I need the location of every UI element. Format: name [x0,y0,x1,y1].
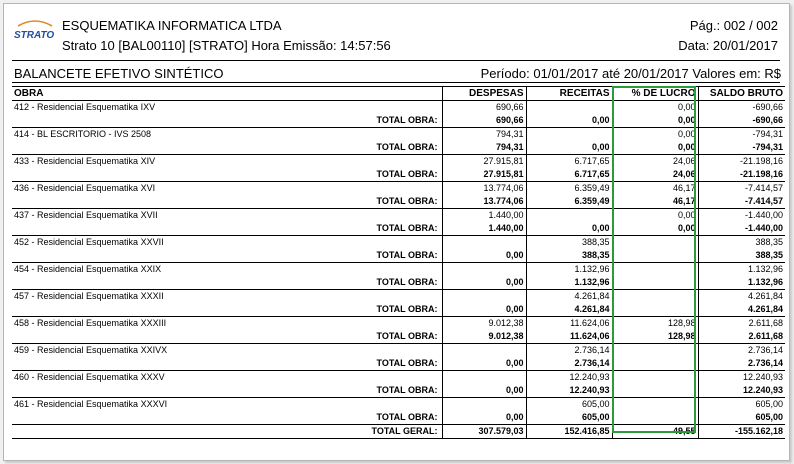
obra-name: 436 - Residencial Esquematika XVI [14,183,156,193]
total-despesas-cell: 0,00 [442,384,526,398]
divider [12,60,780,61]
receitas-cell: 6.717,65 [526,155,612,169]
lucro-cell: 128,98 [612,317,698,331]
table-row [12,128,785,142]
lucro-cell [612,371,698,385]
lucro-cell [612,398,698,412]
lucro-cell [612,290,698,304]
total-saldo-cell: 12.240,93 [698,384,785,398]
total-lucro-cell: 0,00 [612,222,698,236]
grand-total-despesas: 307.579,03 [442,425,526,439]
obra-name: 457 - Residencial Esquematika XXXII [14,291,164,301]
total-saldo-cell: 388,35 [698,249,785,263]
despesas-cell [442,263,526,277]
obra-name: 460 - Residencial Esquematika XXXV [14,372,165,382]
total-receitas-cell: 11.624,06 [526,330,612,344]
table-row [12,209,785,223]
despesas-cell [442,398,526,412]
total-receitas-cell: 0,00 [526,141,612,155]
obra-total-row [12,141,785,155]
total-saldo-cell: -1.440,00 [698,222,785,236]
receitas-cell: 2.736,14 [526,344,612,358]
total-despesas-cell: 0,00 [442,303,526,317]
obra-name: 414 - BL ESCRITORIO - IVS 2508 [14,129,152,139]
total-despesas-cell: 794,31 [442,141,526,155]
table-row [12,236,785,250]
obra-total-row [12,384,785,398]
total-obra-label: TOTAL OBRA: [12,303,442,317]
total-despesas-cell: 690,66 [442,114,526,128]
svg-text:STRATO: STRATO [14,30,55,41]
report-date: Data: 20/01/2017 [678,38,778,53]
obra-total-row [12,330,785,344]
saldo-cell: 4.261,84 [698,290,785,304]
total-receitas-cell: 0,00 [526,114,612,128]
table-row [12,317,785,331]
obra-total-row [12,114,785,128]
total-receitas-cell: 605,00 [526,411,612,425]
total-receitas-cell: 388,35 [526,249,612,263]
total-lucro-cell [612,249,698,263]
total-receitas-cell: 0,00 [526,222,612,236]
total-obra-label: TOTAL OBRA: [12,168,442,182]
grand-total-saldo: -155.162,18 [698,425,785,439]
total-obra-label: TOTAL OBRA: [12,276,442,290]
despesas-cell [442,290,526,304]
table-row [12,371,785,385]
total-obra-label: TOTAL OBRA: [12,330,442,344]
total-despesas-cell: 0,00 [442,276,526,290]
despesas-cell: 1.440,00 [442,209,526,223]
table-body [12,101,785,425]
total-obra-label: TOTAL OBRA: [12,114,442,128]
total-lucro-cell [612,411,698,425]
total-receitas-cell: 2.736,14 [526,357,612,371]
lucro-cell: 0,00 [612,128,698,142]
saldo-cell: -690,66 [698,101,785,115]
total-receitas-cell: 6.359,49 [526,195,612,209]
total-receitas-cell: 4.261,84 [526,303,612,317]
total-despesas-cell: 0,00 [442,249,526,263]
total-obra-label: TOTAL OBRA: [12,384,442,398]
lucro-cell: 0,00 [612,101,698,115]
receitas-cell: 388,35 [526,236,612,250]
saldo-cell: 388,35 [698,236,785,250]
despesas-cell [442,371,526,385]
saldo-cell: 1.132,96 [698,263,785,277]
page-number: Pág.: 002 / 002 [689,18,778,33]
table-row [12,155,785,169]
obra-name: 459 - Residencial Esquematika XXIVX [14,345,168,355]
total-lucro-cell: 0,00 [612,141,698,155]
total-lucro-cell: 46,17 [612,195,698,209]
obra-name: 433 - Residencial Esquematika XIV [14,156,156,166]
total-obra-label: TOTAL OBRA: [12,249,442,263]
total-saldo-cell: 2.611,68 [698,330,785,344]
total-obra-label: TOTAL OBRA: [12,195,442,209]
grand-total-label: TOTAL GERAL: [12,425,442,439]
obra-name: 454 - Residencial Esquematika XXIX [14,264,162,274]
report-title: BALANCETE EFETIVO SINTÉTICO [14,66,224,81]
col-saldo: SALDO BRUTO [698,87,785,101]
total-lucro-cell: 0,00 [612,114,698,128]
col-receitas: RECEITAS [526,87,612,101]
total-saldo-cell: -7.414,57 [698,195,785,209]
despesas-cell: 690,66 [442,101,526,115]
obra-name: 461 - Residencial Esquematika XXXVI [14,399,168,409]
lucro-cell [612,236,698,250]
report-header [12,13,780,57]
table-header-row [12,87,785,101]
receitas-cell [526,209,612,223]
saldo-cell: 605,00 [698,398,785,412]
despesas-cell [442,344,526,358]
grand-total-receitas: 152.416,85 [526,425,612,439]
lucro-cell: 46,17 [612,182,698,196]
table-row [12,263,785,277]
receitas-cell: 4.261,84 [526,290,612,304]
total-obra-label: TOTAL OBRA: [12,141,442,155]
total-lucro-cell [612,276,698,290]
total-despesas-cell: 13.774,06 [442,195,526,209]
total-obra-label: TOTAL OBRA: [12,411,442,425]
saldo-cell: -1.440,00 [698,209,785,223]
grand-total-row [12,425,785,439]
receitas-cell [526,101,612,115]
despesas-cell: 794,31 [442,128,526,142]
total-saldo-cell: 4.261,84 [698,303,785,317]
receitas-cell [526,128,612,142]
lucro-cell: 24,06 [612,155,698,169]
saldo-cell: -794,31 [698,128,785,142]
obra-name: 437 - Residencial Esquematika XVII [14,210,158,220]
total-despesas-cell: 9.012,38 [442,330,526,344]
total-saldo-cell: 605,00 [698,411,785,425]
system-info: Strato 10 [BAL00110] [STRATO] Hora Emissão: 14:57:56 [62,38,391,53]
total-obra-label: TOTAL OBRA: [12,222,442,236]
strato-logo [12,19,58,45]
col-obra: OBRA [12,87,442,101]
table-row [12,344,785,358]
company-name: ESQUEMATIKA INFORMATICA LTDA [62,18,282,33]
total-saldo-cell: -690,66 [698,114,785,128]
total-saldo-cell: 2.736,14 [698,357,785,371]
total-lucro-cell [612,384,698,398]
report-period: Período: 01/01/2017 até 20/01/2017 Valores em: R$ [480,66,781,81]
despesas-cell: 27.915,81 [442,155,526,169]
total-lucro-cell [612,357,698,371]
obra-total-row [12,411,785,425]
total-saldo-cell: -21.198,16 [698,168,785,182]
obra-total-row [12,168,785,182]
total-despesas-cell: 0,00 [442,357,526,371]
saldo-cell: 2.736,14 [698,344,785,358]
receitas-cell: 6.359,49 [526,182,612,196]
total-saldo-cell: -794,31 [698,141,785,155]
report-page [3,3,790,461]
obra-total-row [12,249,785,263]
total-lucro-cell: 128,98 [612,330,698,344]
balance-table [12,86,785,439]
obra-name: 452 - Residencial Esquematika XXVII [14,237,164,247]
table-row [12,101,785,115]
saldo-cell: -7.414,57 [698,182,785,196]
obra-total-row [12,357,785,371]
saldo-cell: 2.611,68 [698,317,785,331]
total-despesas-cell: 0,00 [442,411,526,425]
receitas-cell: 11.624,06 [526,317,612,331]
lucro-cell [612,263,698,277]
obra-total-row [12,222,785,236]
grand-total-lucro: 49,55 [612,425,698,439]
total-saldo-cell: 1.132,96 [698,276,785,290]
obra-name: 458 - Residencial Esquematika XXXIII [14,318,167,328]
lucro-cell [612,344,698,358]
saldo-cell: -21.198,16 [698,155,785,169]
receitas-cell: 1.132,96 [526,263,612,277]
receitas-cell: 605,00 [526,398,612,412]
table-row [12,398,785,412]
saldo-cell: 12.240,93 [698,371,785,385]
table-row [12,182,785,196]
total-lucro-cell [612,303,698,317]
table-row [12,290,785,304]
total-obra-label: TOTAL OBRA: [12,357,442,371]
lucro-cell: 0,00 [612,209,698,223]
receitas-cell: 12.240,93 [526,371,612,385]
col-despesas: DESPESAS [442,87,526,101]
despesas-cell [442,236,526,250]
obra-name: 412 - Residencial Esquematika IXV [14,102,156,112]
total-lucro-cell: 24,06 [612,168,698,182]
obra-total-row [12,276,785,290]
col-lucro: % DE LUCRO [612,87,698,101]
divider [12,82,780,83]
obra-total-row [12,195,785,209]
total-receitas-cell: 6.717,65 [526,168,612,182]
total-receitas-cell: 1.132,96 [526,276,612,290]
despesas-cell: 13.774,06 [442,182,526,196]
total-despesas-cell: 27.915,81 [442,168,526,182]
total-receitas-cell: 12.240,93 [526,384,612,398]
total-despesas-cell: 1.440,00 [442,222,526,236]
despesas-cell: 9.012,38 [442,317,526,331]
obra-total-row [12,303,785,317]
